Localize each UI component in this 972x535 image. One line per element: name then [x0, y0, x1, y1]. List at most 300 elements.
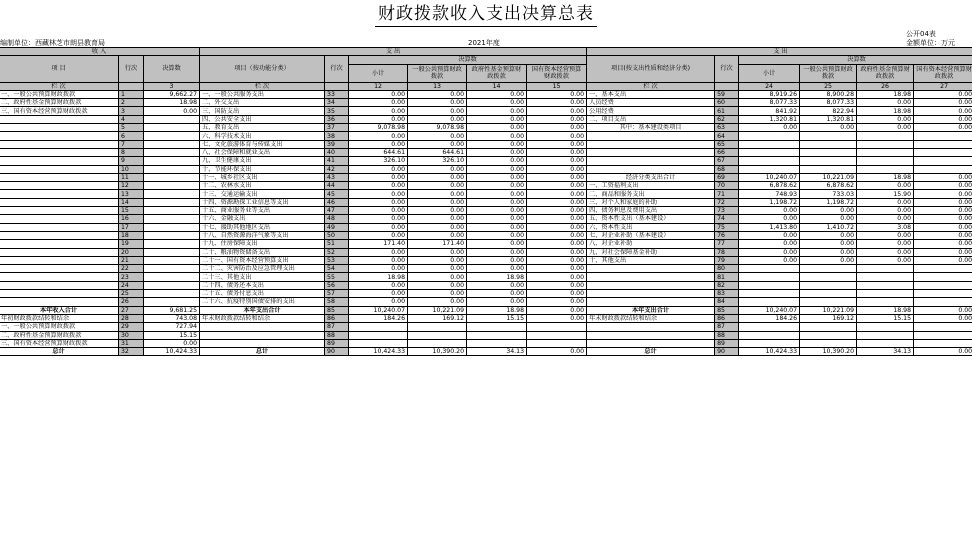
cell-h: 0.00 — [467, 281, 527, 289]
cell-n: 0.00 — [857, 215, 914, 223]
cell-e: 51 — [325, 240, 349, 248]
table-row — [0, 265, 972, 273]
cell-f: 0.00 — [349, 198, 408, 206]
cell-b: 9 — [119, 157, 144, 165]
cell-k: 87 — [715, 323, 739, 331]
cell-n: 3.08 — [857, 223, 914, 231]
cell-c — [144, 173, 200, 181]
cell-a — [0, 148, 119, 156]
cell-m: 10,390.20 — [800, 348, 857, 356]
cell-d: 二十一、国有资本经营预算支出 — [200, 256, 325, 264]
cell-o: 0.00 — [914, 240, 972, 248]
cell-e: 54 — [325, 265, 349, 273]
cell-o — [914, 281, 972, 289]
cell-a: 本年收入合计 — [0, 306, 119, 314]
cell-i — [527, 323, 587, 331]
cell-o — [914, 290, 972, 298]
cell-k: 71 — [715, 190, 739, 198]
cell-d: 十三、交通运输支出 — [200, 190, 325, 198]
cell-c — [144, 223, 200, 231]
cell-m: 0.00 — [800, 215, 857, 223]
cell-b: 13 — [119, 190, 144, 198]
cell-n — [857, 140, 914, 148]
cell-a — [0, 124, 119, 132]
cell-n: 0.00 — [857, 124, 914, 132]
table-row — [0, 256, 972, 264]
cell-e: 85 — [325, 306, 349, 314]
cell-j: 公用经费 — [587, 107, 715, 115]
cell-c — [144, 281, 200, 289]
col-index-label: 栏 次 — [587, 82, 715, 90]
cell-n — [857, 265, 914, 273]
cell-a — [0, 240, 119, 248]
col-index — [119, 82, 144, 90]
table-row — [0, 182, 972, 190]
cell-d: 十一、城乡社区支出 — [200, 173, 325, 181]
cell-a — [0, 173, 119, 181]
final-header: 决算数 — [349, 56, 587, 64]
cell-l: 10,240.07 — [739, 173, 800, 181]
cell-f: 0.00 — [349, 215, 408, 223]
cell-k: 82 — [715, 281, 739, 289]
cell-i — [527, 339, 587, 347]
cell-a: 总计 — [0, 348, 119, 356]
cell-m: 1,198.72 — [800, 198, 857, 206]
cell-i: 0.00 — [527, 256, 587, 264]
cell-b: 11 — [119, 173, 144, 181]
table-row — [0, 231, 972, 239]
cell-b: 29 — [119, 323, 144, 331]
cell-a: 年初财政拨款结转和结余 — [0, 314, 119, 322]
cell-h: 0.00 — [467, 265, 527, 273]
cell-i: 0.00 — [527, 265, 587, 273]
cell-o: 0.00 — [914, 314, 972, 322]
row-no-header: 行次 — [119, 56, 144, 82]
cell-b: 20 — [119, 248, 144, 256]
cell-h: 0.00 — [467, 124, 527, 132]
table-row — [0, 124, 972, 132]
cell-j — [587, 281, 715, 289]
cell-k: 68 — [715, 165, 739, 173]
cell-g: 0.00 — [408, 140, 467, 148]
cell-k: 61 — [715, 107, 739, 115]
cell-k: 88 — [715, 331, 739, 339]
cell-e: 44 — [325, 182, 349, 190]
cell-o: 0.00 — [914, 306, 972, 314]
cell-l — [739, 281, 800, 289]
reporting-unit: 编制单位：西藏林芝市朗县教育局 — [0, 39, 105, 47]
col-index: 15 — [527, 82, 587, 90]
cell-j: 二、商品和服务支出 — [587, 190, 715, 198]
row-no-header: 行次 — [325, 56, 349, 82]
cell-f: 0.00 — [349, 182, 408, 190]
cell-d — [200, 323, 325, 331]
cell-m — [800, 273, 857, 281]
cell-g: 0.00 — [408, 190, 467, 198]
cell-h: 0.00 — [467, 90, 527, 98]
cell-l: 10,424.33 — [739, 348, 800, 356]
cell-b: 25 — [119, 290, 144, 298]
cell-i: 0.00 — [527, 90, 587, 98]
table-row — [0, 314, 972, 322]
cell-h: 0.00 — [467, 248, 527, 256]
cell-g: 0.00 — [408, 248, 467, 256]
cell-d: 十七、援助其他地区支出 — [200, 223, 325, 231]
cell-a — [0, 182, 119, 190]
cell-c — [144, 256, 200, 264]
cell-o: 0.00 — [914, 115, 972, 123]
cell-e: 50 — [325, 231, 349, 239]
cell-k: 64 — [715, 132, 739, 140]
col-index: 26 — [857, 82, 914, 90]
table-row — [0, 115, 972, 123]
cell-h: 0.00 — [467, 240, 527, 248]
cell-h: 34.13 — [467, 348, 527, 356]
cell-f: 326.10 — [349, 157, 408, 165]
cell-a — [0, 231, 119, 239]
cell-o: 0.00 — [914, 348, 972, 356]
report-title: 财政拨款收入支出决算总表 — [378, 4, 594, 24]
cell-o: 0.00 — [914, 124, 972, 132]
general-budget-header: 一般公共预算财政拨款 — [800, 64, 857, 82]
cell-n: 0.00 — [857, 207, 914, 215]
cell-l: 6,878.62 — [739, 182, 800, 190]
cell-d: 三、国防支出 — [200, 107, 325, 115]
summary-table — [0, 47, 972, 356]
cell-o — [914, 298, 972, 306]
cell-d: 二十、粮油物资储备支出 — [200, 248, 325, 256]
cell-k: 90 — [715, 348, 739, 356]
cell-h: 0.00 — [467, 182, 527, 190]
cell-f: 0.00 — [349, 99, 408, 107]
col-index — [715, 82, 739, 90]
cell-n: 0.00 — [857, 248, 914, 256]
cell-h: 0.00 — [467, 190, 527, 198]
cell-o — [914, 165, 972, 173]
cell-k: 73 — [715, 207, 739, 215]
cell-d: 年末财政拨款结转和结余 — [200, 314, 325, 322]
cell-d: 四、公共安全支出 — [200, 115, 325, 123]
cell-d: 二十六、抗疫特别国债安排的支出 — [200, 298, 325, 306]
cell-l: 10,240.07 — [739, 306, 800, 314]
cell-o: 0.00 — [914, 99, 972, 107]
cell-m — [800, 290, 857, 298]
cell-b: 15 — [119, 207, 144, 215]
cell-m: 8,077.33 — [800, 99, 857, 107]
cell-h: 15.15 — [467, 314, 527, 322]
cell-n — [857, 290, 914, 298]
col-index: 27 — [914, 82, 972, 90]
cell-a — [0, 265, 119, 273]
cell-j: 年末财政拨款结转和结余 — [587, 314, 715, 322]
cell-b: 5 — [119, 124, 144, 132]
col-index: 24 — [739, 82, 800, 90]
cell-j — [587, 323, 715, 331]
cell-d: 二十五、债务付息支出 — [200, 290, 325, 298]
table-row — [0, 132, 972, 140]
cell-m — [800, 132, 857, 140]
cell-e: 38 — [325, 132, 349, 140]
cell-b: 21 — [119, 256, 144, 264]
cell-g: 0.00 — [408, 273, 467, 281]
cell-e: 57 — [325, 290, 349, 298]
cell-c: 9,681.25 — [144, 306, 200, 314]
cell-n: 0.00 — [857, 99, 914, 107]
cell-l: 0.00 — [739, 207, 800, 215]
cell-m: 733.03 — [800, 190, 857, 198]
cell-d: 五、教育支出 — [200, 124, 325, 132]
cell-f — [349, 331, 408, 339]
cell-g: 0.00 — [408, 290, 467, 298]
cell-e: 35 — [325, 107, 349, 115]
cell-k: 84 — [715, 298, 739, 306]
cell-j: 四、债务利息及费用支出 — [587, 207, 715, 215]
cell-l: 1,198.72 — [739, 198, 800, 206]
cell-i: 0.00 — [527, 132, 587, 140]
cell-a — [0, 115, 119, 123]
cell-e: 48 — [325, 215, 349, 223]
cell-m: 10,221.09 — [800, 306, 857, 314]
cell-g — [408, 339, 467, 347]
cell-c — [144, 198, 200, 206]
cell-l — [739, 339, 800, 347]
cell-f: 0.00 — [349, 140, 408, 148]
table-row — [0, 90, 972, 98]
cell-e: 87 — [325, 323, 349, 331]
cell-k: 59 — [715, 90, 739, 98]
cell-k: 63 — [715, 124, 739, 132]
cell-b: 1 — [119, 90, 144, 98]
cell-l — [739, 331, 800, 339]
cell-b: 10 — [119, 165, 144, 173]
table-row — [0, 273, 972, 281]
cell-m — [800, 165, 857, 173]
cell-g — [408, 323, 467, 331]
table-row — [0, 323, 972, 331]
table-row — [0, 148, 972, 156]
cell-e: 43 — [325, 173, 349, 181]
cell-j — [587, 148, 715, 156]
cell-m: 0.00 — [800, 248, 857, 256]
cell-d: 八、社会保障和就业支出 — [200, 148, 325, 156]
cell-m — [800, 140, 857, 148]
cell-k: 60 — [715, 99, 739, 107]
cell-i: 0.00 — [527, 290, 587, 298]
cell-o — [914, 132, 972, 140]
cell-c — [144, 215, 200, 223]
form-code: 公开04表 — [906, 30, 936, 38]
cell-e: 34 — [325, 99, 349, 107]
cell-n — [857, 165, 914, 173]
cell-h — [467, 339, 527, 347]
cell-f — [349, 339, 408, 347]
cell-g: 0.00 — [408, 231, 467, 239]
cell-c: 15.15 — [144, 331, 200, 339]
col-index-label: 栏 次 — [0, 82, 119, 90]
cell-h: 0.00 — [467, 107, 527, 115]
cell-j: 经济分类支出合计 — [587, 173, 715, 181]
cell-c: 727.94 — [144, 323, 200, 331]
cell-f: 0.00 — [349, 281, 408, 289]
cell-n: 18.98 — [857, 173, 914, 181]
cell-o: 0.00 — [914, 231, 972, 239]
cell-l — [739, 148, 800, 156]
cell-j — [587, 165, 715, 173]
cell-f: 644.61 — [349, 148, 408, 156]
cell-a — [0, 157, 119, 165]
cell-g: 10,221.09 — [408, 306, 467, 314]
cell-e: 37 — [325, 124, 349, 132]
cell-l — [739, 165, 800, 173]
cell-l: 748.93 — [739, 190, 800, 198]
cell-e: 58 — [325, 298, 349, 306]
cell-m — [800, 265, 857, 273]
cell-e: 36 — [325, 115, 349, 123]
cell-a — [0, 207, 119, 215]
cell-l — [739, 273, 800, 281]
cell-e: 45 — [325, 190, 349, 198]
cell-h: 0.00 — [467, 99, 527, 107]
cell-f: 0.00 — [349, 223, 408, 231]
cell-a — [0, 165, 119, 173]
table-row — [0, 248, 972, 256]
fund-budget-header: 政府性基金预算财政拨款 — [467, 64, 527, 82]
cell-i: 0.00 — [527, 99, 587, 107]
cell-i: 0.00 — [527, 157, 587, 165]
cell-k: 76 — [715, 231, 739, 239]
cell-n: 0.00 — [857, 256, 914, 264]
cell-j: 八、对企业补助 — [587, 240, 715, 248]
cell-g: 0.00 — [408, 223, 467, 231]
col-index: 25 — [800, 82, 857, 90]
cell-h: 0.00 — [467, 207, 527, 215]
cell-d: 十、节能环保支出 — [200, 165, 325, 173]
cell-a — [0, 298, 119, 306]
cell-j — [587, 298, 715, 306]
cell-m — [800, 281, 857, 289]
cell-o: 0.00 — [914, 173, 972, 181]
cell-k: 72 — [715, 198, 739, 206]
cell-f: 18.98 — [349, 273, 408, 281]
table-row — [0, 223, 972, 231]
item-header: 项 目 — [0, 56, 119, 82]
table-row — [0, 240, 972, 248]
cell-d: 十八、自然资源海洋气象等支出 — [200, 231, 325, 239]
cell-e: 90 — [325, 348, 349, 356]
cell-b: 18 — [119, 231, 144, 239]
cell-f: 0.00 — [349, 290, 408, 298]
cell-h — [467, 331, 527, 339]
expense-header: 支 出 — [200, 48, 587, 56]
cell-b: 2 — [119, 99, 144, 107]
cell-g: 0.00 — [408, 215, 467, 223]
row-no-header: 行次 — [715, 56, 739, 82]
cell-o: 0.00 — [914, 107, 972, 115]
fund-budget-header: 政府性基金预算财政拨款 — [857, 64, 914, 82]
cell-i: 0.00 — [527, 165, 587, 173]
cell-f: 0.00 — [349, 165, 408, 173]
table-row — [0, 298, 972, 306]
cell-h — [467, 323, 527, 331]
cell-j — [587, 265, 715, 273]
functional-item-header: 项目（按功能分类） — [200, 56, 325, 82]
cell-d: 十四、资源勘探工业信息等支出 — [200, 198, 325, 206]
cell-c — [144, 207, 200, 215]
cell-k: 85 — [715, 306, 739, 314]
cell-e: 39 — [325, 140, 349, 148]
cell-o: 0.00 — [914, 182, 972, 190]
cell-i: 0.00 — [527, 115, 587, 123]
cell-l — [739, 157, 800, 165]
cell-k: 65 — [715, 140, 739, 148]
cell-b: 31 — [119, 339, 144, 347]
cell-e: 53 — [325, 256, 349, 264]
cell-j — [587, 290, 715, 298]
cell-a — [0, 140, 119, 148]
cell-g — [408, 331, 467, 339]
cell-m: 1,410.72 — [800, 223, 857, 231]
cell-o: 0.00 — [914, 207, 972, 215]
cell-i: 0.00 — [527, 124, 587, 132]
cell-h: 0.00 — [467, 231, 527, 239]
cell-b: 12 — [119, 182, 144, 190]
cell-e: 55 — [325, 273, 349, 281]
cell-k: 77 — [715, 240, 739, 248]
table-row — [0, 165, 972, 173]
cell-n: 0.00 — [857, 231, 914, 239]
cell-h: 0.00 — [467, 223, 527, 231]
cell-h: 0.00 — [467, 198, 527, 206]
cell-h: 0.00 — [467, 157, 527, 165]
cell-i: 0.00 — [527, 140, 587, 148]
subtotal-header: 小计 — [739, 64, 800, 82]
table-row — [0, 281, 972, 289]
cell-i: 0.00 — [527, 190, 587, 198]
cell-n — [857, 273, 914, 281]
cell-h: 0.00 — [467, 215, 527, 223]
cell-m: 0.00 — [800, 240, 857, 248]
cell-j: 一、工资福利支出 — [587, 182, 715, 190]
cell-l: 0.00 — [739, 215, 800, 223]
cell-h: 0.00 — [467, 115, 527, 123]
cell-f: 0.00 — [349, 90, 408, 98]
cell-m — [800, 339, 857, 347]
cell-b: 23 — [119, 273, 144, 281]
col-index — [325, 82, 349, 90]
cell-n: 18.98 — [857, 90, 914, 98]
cell-l — [739, 290, 800, 298]
cell-d: 七、文化旅游体育与传媒支出 — [200, 140, 325, 148]
cell-e: 41 — [325, 157, 349, 165]
cell-k: 66 — [715, 148, 739, 156]
cell-f: 0.00 — [349, 173, 408, 181]
cell-f: 0.00 — [349, 207, 408, 215]
cell-g: 0.00 — [408, 107, 467, 115]
cell-d: 十五、商业服务业等支出 — [200, 207, 325, 215]
cell-g: 0.00 — [408, 173, 467, 181]
cell-l — [739, 265, 800, 273]
cell-g: 0.00 — [408, 182, 467, 190]
cell-o: 0.00 — [914, 215, 972, 223]
cell-k: 79 — [715, 256, 739, 264]
cell-o: 0.00 — [914, 223, 972, 231]
cell-c — [144, 248, 200, 256]
cell-d: 九、卫生健康支出 — [200, 157, 325, 165]
cell-d: 十二、农林水支出 — [200, 182, 325, 190]
cell-d: 六、科学技术支出 — [200, 132, 325, 140]
cell-i: 0.00 — [527, 215, 587, 223]
cell-i: 0.00 — [527, 281, 587, 289]
